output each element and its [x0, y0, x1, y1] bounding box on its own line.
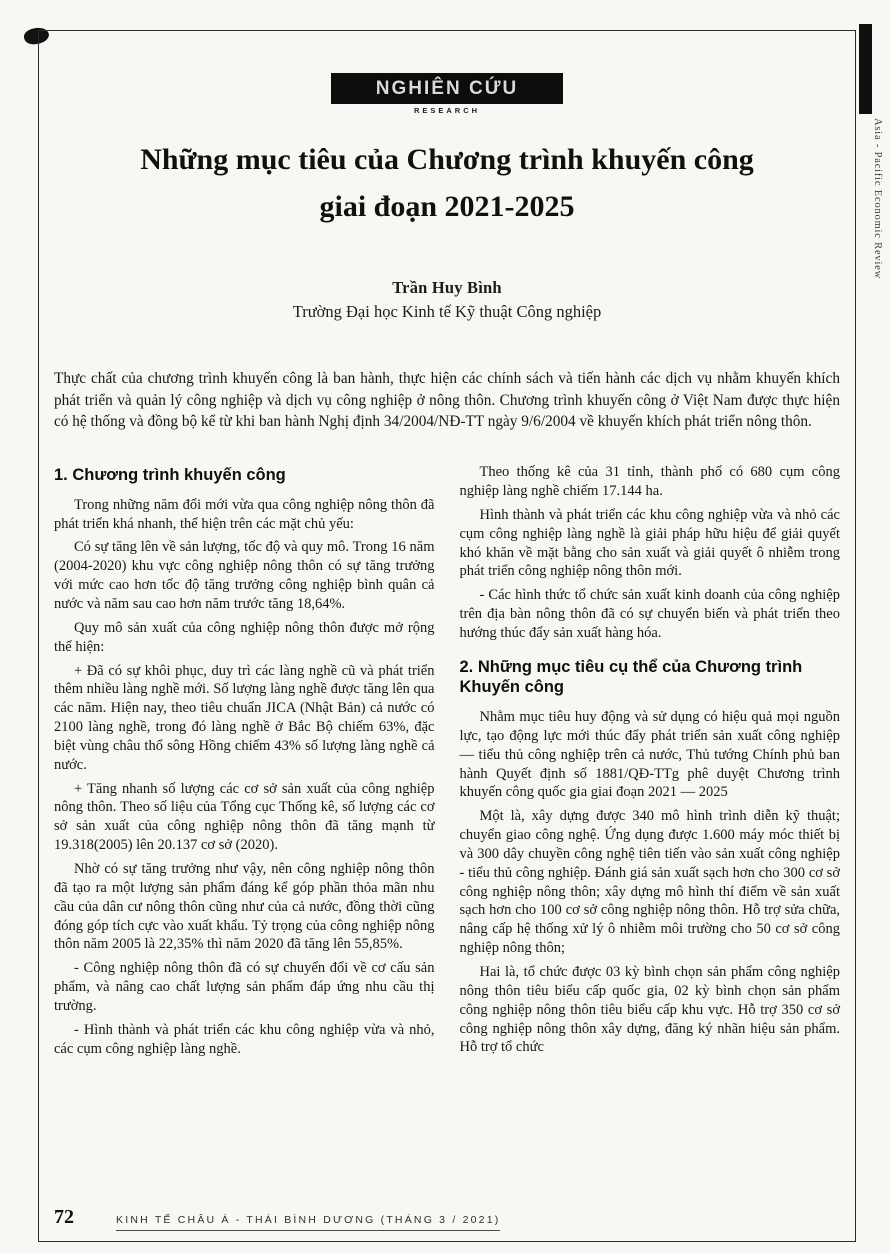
journal-footer-title: KINH TẾ CHÂU Á - THÁI BÌNH DƯƠNG (THÁNG 3 / 2021)	[116, 1214, 500, 1231]
paragraph: Nhằm mục tiêu huy động và sử dụng có hiệu quả mọi nguồn lực, tạo động lực mới thúc đẩy phát triển sản xuất công nghiệp — tiểu thủ công nghiệp trên cả nước, Thủ tướng Chính phủ ban hành Quyết định số 1881/QĐ-TTg phê duyệt Chương trình khuyến công quốc gia giai đoạn 2021 — 2025	[459, 709, 840, 801]
scan-artifact-right-edge	[859, 24, 872, 114]
paragraph: - Các hình thức tổ chức sản xuất kinh doanh của công nghiệp trên địa bàn nông thôn đã có sự chuyển biến và phát triển theo hướng thúc đẩy sản xuất hàng hóa.	[459, 587, 840, 641]
paragraph: + Tăng nhanh số lượng các cơ sở sản xuất của công nghiệp nông thôn. Theo số liệu của Tổng cục Thống kê, số lượng các cơ sở sản xuất của công nghiệp nông thôn đã tăng mạnh từ 19.318(2005) lên 20.137 cơ sở (2020).	[54, 780, 435, 854]
byline	[54, 278, 840, 322]
left-column	[54, 463, 435, 1063]
section-1-heading: 1. Chương trình khuyến công	[54, 466, 286, 485]
page-footer	[54, 1201, 840, 1231]
article-title-line-1: Những mục tiêu của Chương trình khuyến công	[140, 143, 754, 176]
paragraph: Trong những năm đổi mới vừa qua công nghiệp nông thôn đã phát triển khá nhanh, thể hiện trên các mặt chủ yếu:	[54, 496, 435, 532]
paragraph: + Đã có sự khôi phục, duy trì các làng nghề cũ và phát triển thêm nhiều làng nghề mới. Số lượng làng nghề được tăng lên qua các năm. Hiện nay, theo tiêu chuẩn JICA (Nhật Bản) cả nước có 2100 làng nghề, trong đó làng nghề ở Bắc Bộ chiếm 63%, đặc biệt vùng châu thổ sông Hồng chiếm 43% số lượng làng nghề cả nước.	[54, 662, 435, 773]
badge-title: NGHIÊN CỨU	[331, 73, 563, 104]
journal-side-label: Asia - Pacific Economic Review	[872, 118, 883, 280]
author-affiliation: Trường Đại học Kinh tế Kỹ thuật Công nghiệp	[292, 302, 602, 321]
section-2-heading: 2. Những mục tiêu cụ thể của Chương trình Khuyến công	[459, 657, 803, 697]
paragraph: Hai là, tổ chức được 03 kỳ bình chọn sản phẩm công nghiệp nông thôn tiêu biểu cấp quốc gia, 02 kỳ bình chọn sản phẩm công nghiệp nông thôn tiêu biểu cấp khu vực. Hỗ trợ 350 cơ sở công nghiệp nông thôn xây dựng, đăng ký nhãn hiệu sản phẩm. Hỗ trợ tổ chức	[459, 963, 840, 1056]
paragraph: Theo thống kê của 31 tỉnh, thành phố có 680 cụm công nghiệp làng nghề chiếm 17.144 ha.	[459, 464, 840, 499]
page-border-frame	[38, 30, 856, 1242]
article-title-line-2: giai đoạn 2021-2025	[319, 189, 575, 223]
research-badge	[331, 73, 563, 115]
paragraph: - Công nghiệp nông thôn đã có sự chuyển đổi về cơ cấu sản phẩm, và nâng cao chất lượng sản phẩm đáp ứng nhu cầu thị trường.	[54, 960, 435, 1014]
right-column	[460, 463, 841, 1063]
paragraph: Quy mô sản xuất của công nghiệp nông thôn được mở rộng thể hiện:	[54, 619, 435, 655]
author-name: Trần Huy Bình	[392, 278, 502, 297]
paragraph: Hình thành và phát triển các khu công nghiệp vừa và nhỏ các cụm công nghiệp làng nghề là giải pháp hữu hiệu để giải quyết khó khăn về mặt bằng cho sản xuất và giải quyết ô nhiễm trong phát triển công nghiệp nông thôn mới.	[459, 506, 840, 580]
paragraph: Nhờ có sự tăng trưởng như vậy, nên công nghiệp nông thôn đã tạo ra một lượng sản phẩm đáng kể góp phần thỏa mãn nhu cầu của dân cư nông thôn cũng như của cả nước, đồng thời cũng đóng góp tích cực vào xuất khẩu. Tỷ trọng của công nghiệp nông thôn năm 2005 là 22,35% thì năm 2020 đã tăng lên 55,85%.	[54, 860, 435, 953]
abstract-paragraph: Thực chất của chương trình khuyến công là ban hành, thực hiện các chính sách và tiến hành các dịch vụ nhằm khuyến khích phát triển và quản lý công nghiệp và dịch vụ công nghiệp ở nông thôn. Chương trình khuyến công ở Việt Nam được thực hiện có hệ thống và đồng bộ kể từ khi ban hành Nghị định 34/2004/NĐ-TT ngày 9/6/2004 về khuyến khích phát triển nông thôn.	[54, 370, 840, 431]
paragraph: Có sự tăng lên về sản lượng, tốc độ và quy mô. Trong 16 năm (2004-2020) khu vực công nghiệp nông thôn có sự tăng trưởng với mức cao hơn tốc độ tăng trưởng công nghiệp bình quân cả nước và năm sau cao hơn năm trước tăng 18,64%.	[54, 539, 435, 612]
body-columns	[54, 463, 840, 1063]
badge-subtitle: RESEARCH	[413, 106, 481, 115]
paragraph: - Hình thành và phát triển các khu công nghiệp vừa và nhỏ, các cụm công nghiệp làng nghề.	[54, 1021, 435, 1057]
article-title	[54, 137, 840, 230]
page-number: 72	[54, 1206, 74, 1228]
paragraph: Một là, xây dựng được 340 mô hình trình diễn kỹ thuật; chuyển giao công nghệ. Ứng dụng được 1.600 máy móc thiết bị và 300 dây chuyền công nghệ tiên tiến vào sản xuất công nghiệp - tiểu thủ công nghiệp. Đánh giá sản xuất sạch hơn cho 300 cơ sở công nghiệp nông thôn; xây dựng mô hình thí điểm về sản xuất sạch hơn cho 100 cơ sở công nghiệp nông thôn. Hỗ trợ sửa chữa, nâng cấp hệ thống xử lý ô nhiễm môi trường cho 50 cơ sở công nghiệp nông thôn;	[459, 808, 840, 957]
